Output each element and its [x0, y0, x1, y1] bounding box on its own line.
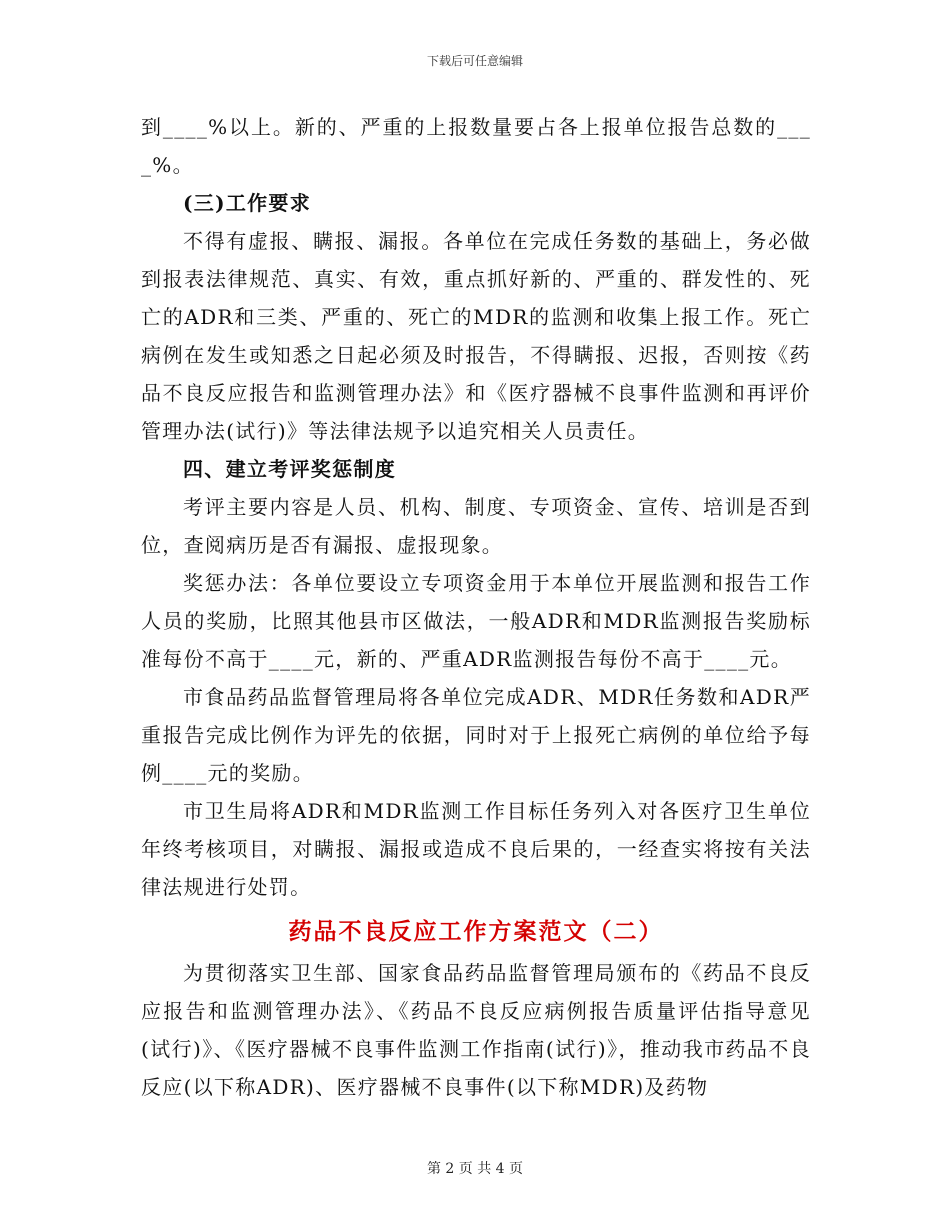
section-heading-work-requirements: (三)工作要求 — [183, 191, 312, 215]
paragraph-evaluation-content: 考评主要内容是人员、机构、制度、专项资金、宣传、培训是否到位，查阅病历是否有漏报、虚报现象。 — [141, 495, 811, 557]
paragraph-continuation: 到____%以上。新的、严重的上报数量要占各上报单位报告总数的____%。 — [141, 115, 811, 177]
page-footer: 第 2 页 共 4 页 — [426, 1161, 524, 1177]
section-heading-evaluation: 四、建立考评奖惩制度 — [183, 457, 396, 481]
document-title-two: 药品不良反应工作方案范文（二） — [288, 918, 664, 945]
paragraph-food-drug-bureau: 市食品药品监督管理局将各单位完成ADR、MDR任务数和ADR严重报告完成比例作为评先的依据，同时对于上报死亡病例的单位给予每例____元的奖励。 — [141, 685, 811, 785]
document-body — [141, 108, 811, 1106]
paragraph-health-bureau: 市卫生局将ADR和MDR监测工作目标任务列入对各医疗卫生单位年终考核项目，对瞒报、漏报或造成不良后果的，一经查实将按有关法律法规进行处罚。 — [141, 799, 811, 899]
paragraph-reward-method: 奖惩办法：各单位要设立专项资金用于本单位开展监测和报告工作人员的奖励，比照其他县市区做法，一般ADR和MDR监测报告奖励标准每份不高于____元，新的、严重ADR监测报告每份不高于____元。 — [141, 571, 811, 671]
paragraph-intro-two: 为贯彻落实卫生部、国家食品药品监督管理局颁布的《药品不良反应报告和监测管理办法》、《药品不良反应病例报告质量评估指导意见(试行)》、《医疗器械不良事件监测工作指南(试行)》，推动我市药品不良反应(以下称ADR)、医疗器械不良事件(以下称MDR)及药物 — [141, 961, 811, 1099]
page-header: 下载后可任意编辑 — [426, 54, 523, 68]
paragraph-work-requirements: 不得有虚报、瞒报、漏报。各单位在完成任务数的基础上，务必做到报表法律规范、真实、有效，重点抓好新的、严重的、群发性的、死亡的ADR和三类、严重的、死亡的MDR的监测和收集上报工作。死亡病例在发生或知悉之日起必须及时报告，不得瞒报、迟报，否则按《药品不良反应报告和监测管理办法》和《医疗器械不良事件监测和再评价管理办法(试行)》等法律法规予以追究相关人员责任。 — [141, 229, 811, 443]
